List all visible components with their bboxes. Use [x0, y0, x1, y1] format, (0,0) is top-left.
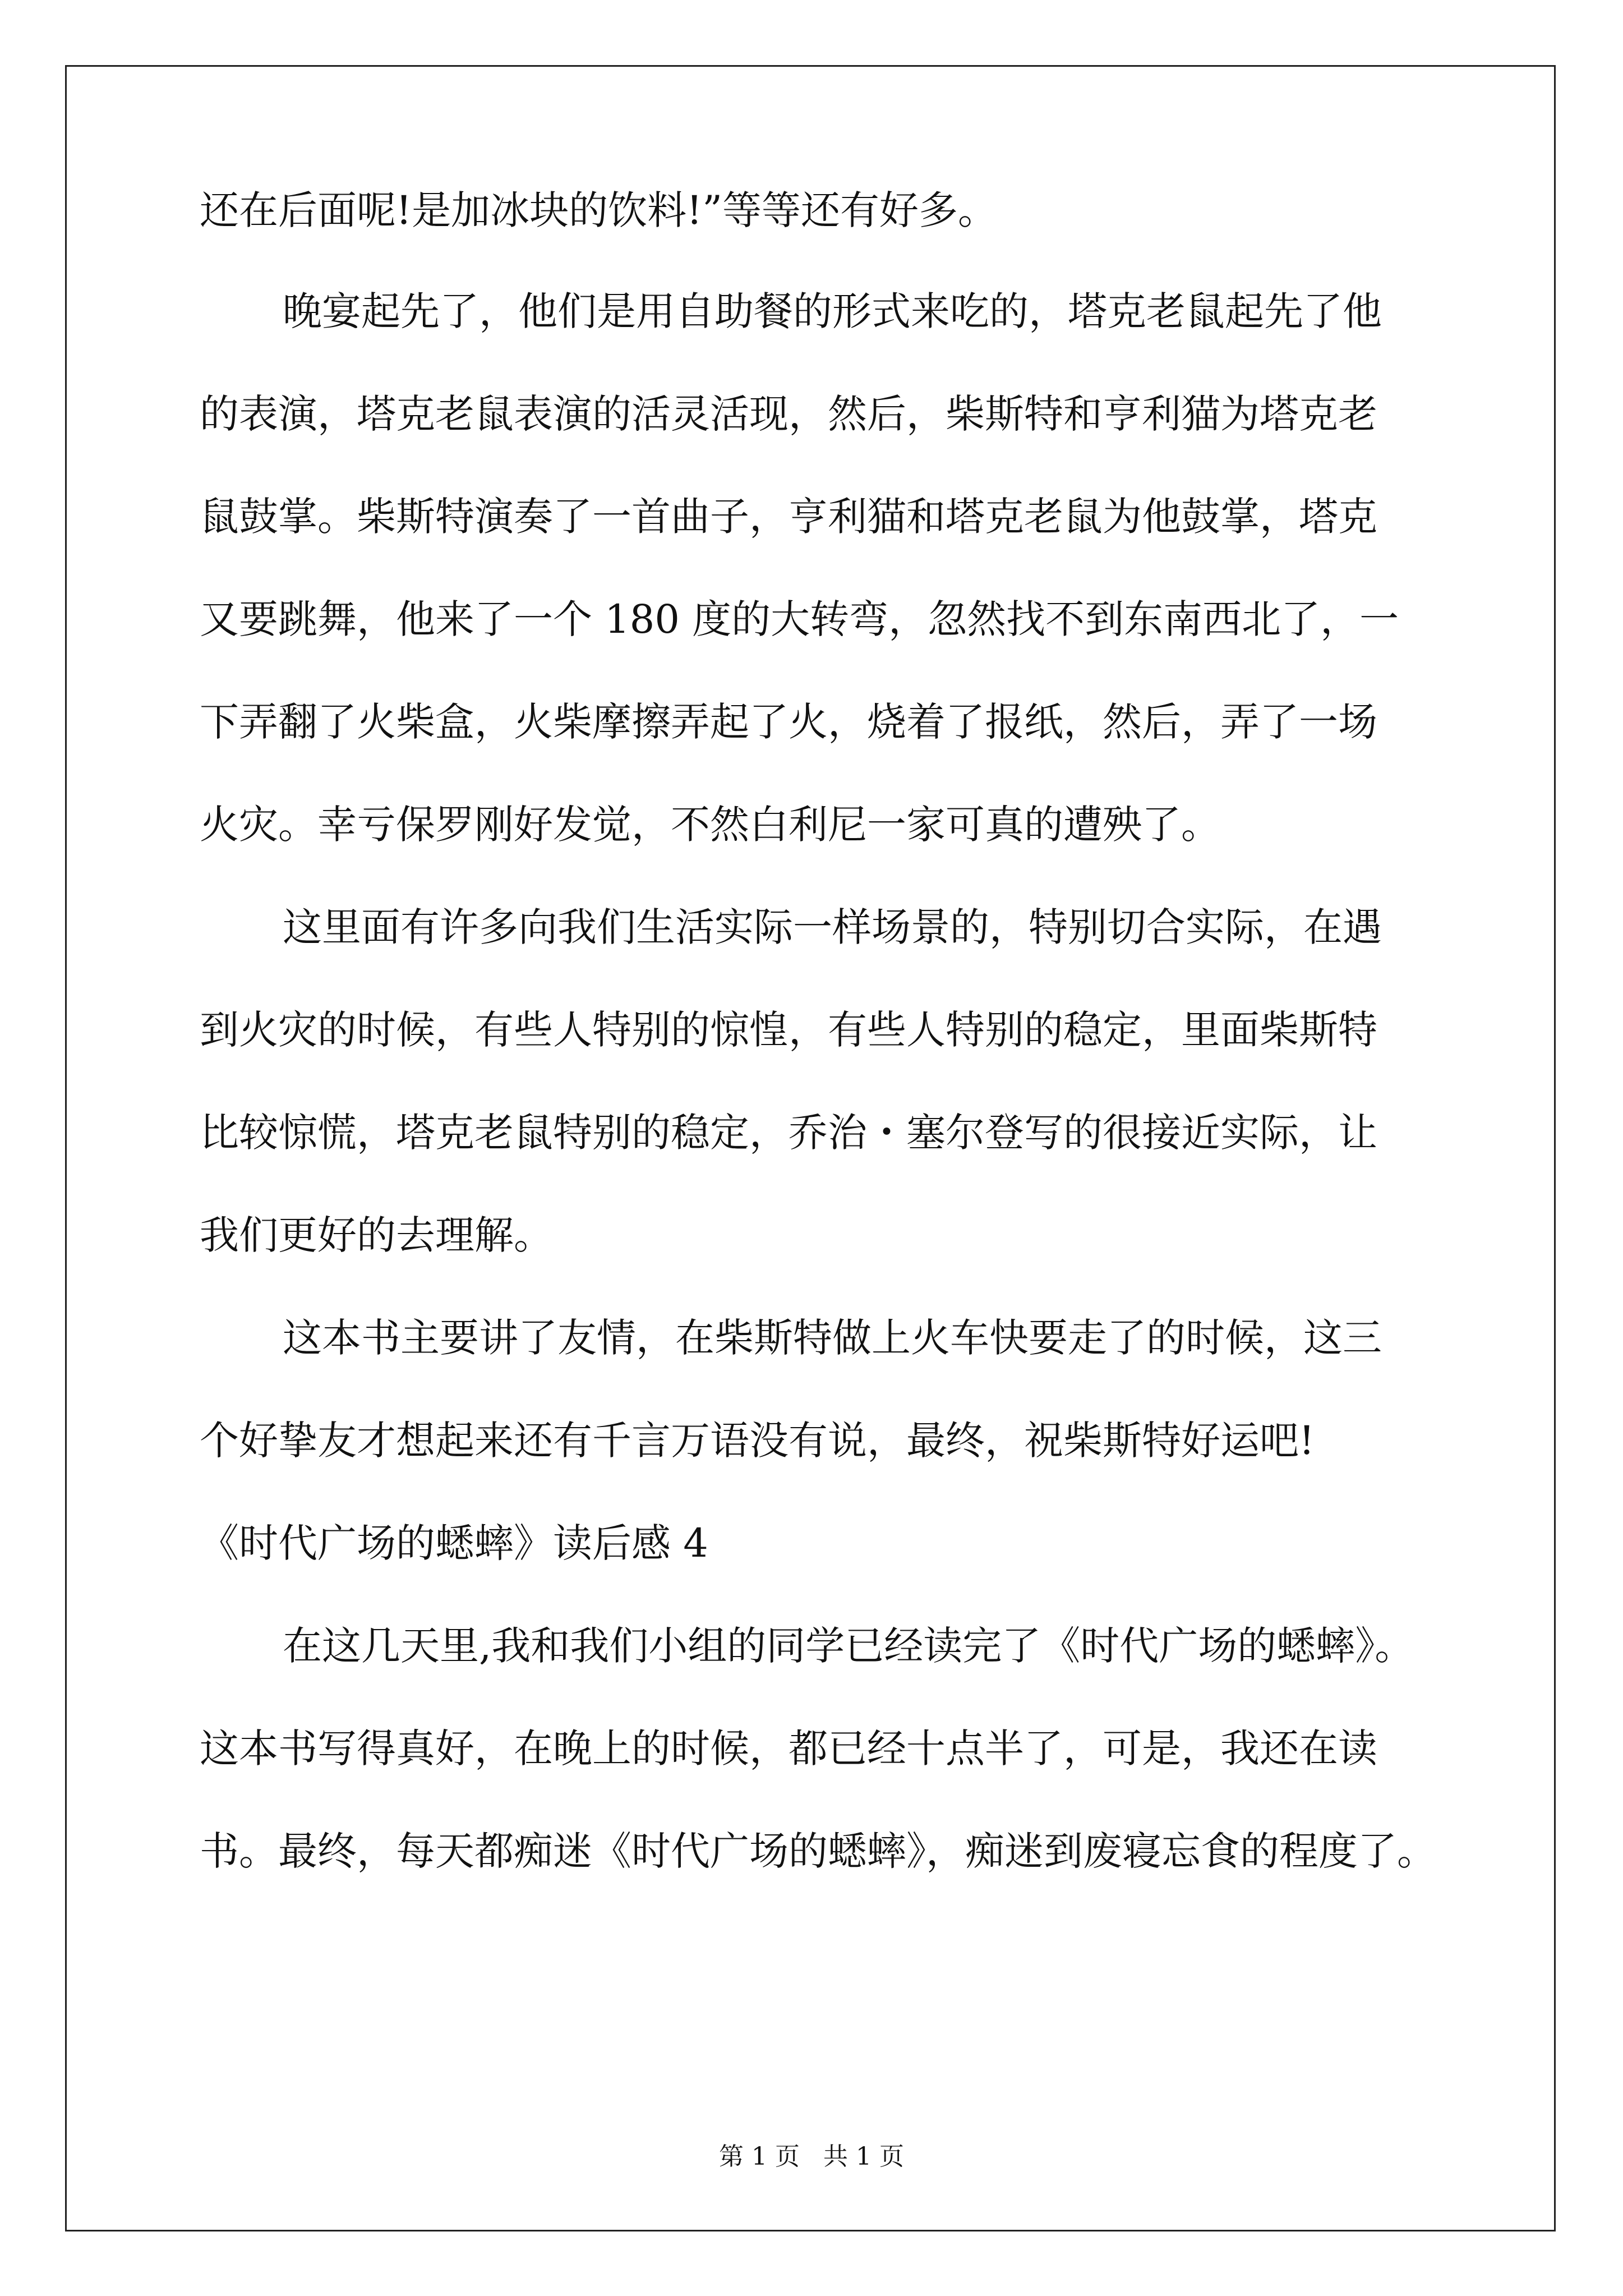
text-line-17: 书。最终，每天都痴迷《时代广场的蟋蟀》，痴迷到废寝忘食的程度了。 — [200, 1828, 1436, 1874]
text-line-3: 的表演，塔克老鼠表演的活灵活现，然后，柴斯特和亨利猫为塔克老 — [200, 391, 1377, 437]
text-line-4: 鼠鼓掌。柴斯特演奏了一首曲子，亨利猫和塔克老鼠为他鼓掌，塔克 — [200, 494, 1377, 540]
text-line-6: 下弄翻了火柴盒，火柴摩擦弄起了火，烧着了报纸，然后，弄了一场 — [200, 699, 1377, 745]
text-line-13: 个好挚友才想起来还有千言万语没有说，最终，祝柴斯特好运吧! — [200, 1418, 1315, 1464]
text-line-5: 又要跳舞，他来了一个 180 度的大转弯，忽然找不到东南西北了，一 — [200, 596, 1399, 642]
text-line-15: 在这几天里,我和我们小组的同学已经读完了《时代广场的蟋蟀》。 — [283, 1623, 1414, 1669]
text-line-9: 到火灾的时候，有些人特别的惊惶，有些人特别的稳定，里面柴斯特 — [200, 1007, 1377, 1053]
text-line-8: 这里面有许多向我们生活实际一样场景的，特别切合实际，在遇 — [283, 904, 1382, 950]
text-line-7: 火灾。幸亏保罗刚好发觉，不然白利尼一家可真的遭殃了。 — [200, 802, 1220, 848]
text-line-2: 晚宴起先了，他们是用自助餐的形式来吃的，塔克老鼠起先了他 — [283, 288, 1382, 334]
section-heading: 《时代广场的蟋蟀》读后感 4 — [200, 1520, 708, 1566]
text-line-10: 比较惊慌，塔克老鼠特别的稳定，乔治・塞尔登写的很接近实际，让 — [200, 1110, 1377, 1156]
text-line-1: 还在后面呢!是加冰块的饮料!”等等还有好多。 — [200, 187, 998, 233]
text-line-11: 我们更好的去理解。 — [200, 1212, 553, 1258]
text-line-16: 这本书写得真好，在晚上的时候，都已经十点半了，可是，我还在读 — [200, 1726, 1377, 1772]
text-line-12: 这本书主要讲了友情，在柴斯特做上火车快要走了的时候，这三 — [283, 1315, 1382, 1361]
page-footer: 第 1 页 共 1 页 — [719, 2142, 904, 2171]
